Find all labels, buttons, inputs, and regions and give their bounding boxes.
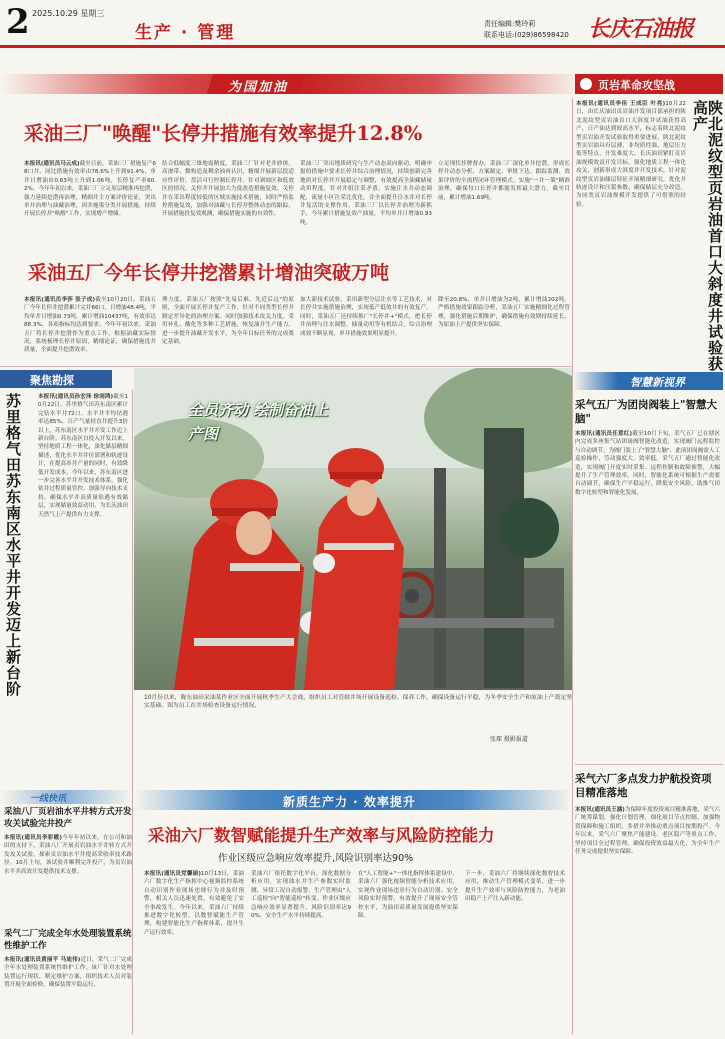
right-col-byline: 本报讯(通讯员李佳 王成臣 叶亮) (576, 101, 666, 107)
photo-caption: 10月份以来，陇东油田采油某作业区全面开展秋季生产大会战，组织员工对管辖井场开展设备巡检、保养工作，确保设备运行平稳，为冬季安全生产和原油上产奠定坚实基础。图为员工在井场检查设备运行情况。 (144, 695, 572, 710)
focus-body: 本报讯(通讯员孙宏泽 徐雨鸿)截至10月22日，苏里格气田苏东南区累计完钻水平井72口，水平井平均钻遇率达85%，日产气量较直井提升3倍以上，苏东南区水平井开发工作迈上新台阶。苏东南区自投入开发以来，坚持地质工程一体化，深化储层精细描述，优化水平井井位部署和轨迹设计，在提高单井产量的同时，有效降低开发成本。今年以来，苏东南区进一步完善水平井开发技术体系，强化钻井过程质量管控，加强导向技术支持，确保水平井高质量钻遇有效储层，实现储量效益动用，为长庆油田天然气上产提供有力支撑。 (38, 394, 128, 518)
photo-caption-title: 全员齐动 绘制奋油上产图 (188, 401, 329, 443)
divider (575, 764, 723, 765)
wisdom-headline-text: 采气五厂为团岗阀装上"智慧大脑" (575, 399, 717, 425)
article1-headline: 采油三厂"唤醒"长停井措施有效率提升12.8% (24, 122, 423, 145)
article1-col4: 立足现状挂牌督办，采油三厂深化单井挖潜，形成长停井动态分析、方案制定、审批下达、跟踪监测、效果评价的全流程闭环管理模式。实施"一井一策"精准治理，确保每口长停井都能发挥最大潜力。截至目前，累计增油1.69吨。 (438, 161, 570, 201)
article2-col2: 理力度。采油五厂按照"先易后难、先近后远"的原则，全面开展长停井复产工作，针对不同类型长停井制定差异化的治理方案。同时加强技术攻关力度，采用补孔、酸化等多种工艺措施，恢复油井生产能力，进一步提升油藏开发水平，为全年目标任务的完成奠定基础。 (162, 297, 294, 346)
gas6-body: 本报讯(通讯员王涵)为保障年度投资项目精准落地，采气六厂统筹谋划，强化计划管理，细化项目节点控制，加强物资保障和施工组织，多措并举推动重点项目按期投产。今年以来，采气六厂聚焦产能建设、老区稳产等重点工作，坚持项目全过程管理，确保投资效益最大化，为全年生产任务完成提供坚实保障。 (575, 807, 720, 856)
editor-phone: 联系电话:(029)86598420 (484, 31, 569, 39)
brief-item2-headline: 采气二厂完成全年水处理装置系统性维护工作 (4, 929, 132, 951)
article1-col3: 采油三厂突出地质研究与生产动态双向驱动，明确申报的措施中要求长停井综合治理情况，持续创新完善地质对长停井开展稳定与调整，有效提高全油藏储量动用程度，针对井组注采矛盾，实施注水井动态调配，流量小区注采比优化，并全面提升注水井对长停井复活的支撑作用。采油三厂以长停井治理为新抓手，今年累计措施复效产油量，平均单井日增油0.93吨。 (300, 161, 432, 226)
gas6-byline: 本报讯(通讯员王涵) (575, 807, 625, 813)
brief-item1-headline: 采油八厂页岩油水平井转方式开发攻关试验完井投产 (4, 807, 132, 829)
divider (132, 390, 133, 1034)
news-photo (134, 368, 572, 690)
divider (0, 366, 572, 367)
right-col-body: 本报讯(通讯员李佳 王成臣 叶亮)10月22日，由长庆油田页岩油开发项目部承担的陕北泥纹型页岩油首口大斜度井试油获得高产，日产油达到较高水平，标志着陕北泥纹型页岩油开发试验取得重要进展。陕北泥纹型页岩油具有层薄、非均质性强、地层压力低等特点，开发难度大。长庆油田紧盯页岩油规模效益开发目标，强化地质工程一体化攻关，创新形成大斜度井开发技术，针对泥纹型页岩油储层特征开展精细研究，优化井轨迹设计和压裂参数，确保储层充分改造，为同类页岩油规模开发提供了可借鉴的经验。 (576, 101, 686, 208)
article2-col1: 本报讯(通讯员李莎 张子成)截至10月20日，采油五厂今年长停井挖潜累计完井66口，日增油48.4吨，平均单井日增油0.73吨，累计增油10437吨，有效率达88.3%，各项指标均达到要求。今年年初以来，采油五厂将长停井挖潜作为重点工作，根据油藏实际情况，系统梳理长停井原因，精细论证，确保措施选井质量，全面提升挖潜效率。 (24, 297, 156, 354)
article3-byline: 本报讯(通讯员党馨丽) (144, 871, 201, 877)
brief-item2-byline: 本报讯(通讯员黄丽平 马迪伟) (4, 957, 81, 963)
article3-headline: 采油六厂数智赋能提升生产效率与风险防控能力 (148, 826, 495, 845)
focus-headline: 苏里格气田苏东南区水平井开发迈上新台阶 (4, 393, 22, 697)
article3-subhead: 作业区级应急响应效率提升,风险识别率达90% (218, 853, 414, 864)
article3-col2: 采油六厂依托数字化平台，深化数据分析应用，实现油水井生产参数实时监测、异常工况自动报警，生产管理由"人工巡检"向"智能巡检"转变。作业区级应急响应效率显著提升，风险识别率达90%，安全生产水平持续提高。 (251, 871, 351, 920)
brief-item1-byline: 本报讯(通讯员李彩霞) (4, 835, 62, 841)
banner-main-label: 为国加油 (228, 80, 289, 95)
right-banner-label: 页岩革命攻坚战 (598, 79, 675, 92)
page-number: 2 (6, 2, 30, 42)
brief-item2-body: 本报讯(通讯员黄丽平 马迪伟)近日，采气二厂完成全年水处理装置系统性维护工作。该厂针对水处理装置运行现状，制定维护方案，组织技术人员对装置开展全面检修，确保装置平稳运行。 (4, 957, 132, 989)
wisdom-headline (575, 398, 721, 426)
brief-item1-body: 本报讯(通讯员李彩霞)今年年初以来，在公司和油田的支持下，采油八厂开展页岩油水平井转方式开发攻关试验，探索页岩油水平井提高采收率技术路径。10月上旬，该试验井顺利完井投产，为页岩油水平井高效开发提供技术支撑。 (4, 835, 132, 875)
article2-col4: 降至20.8%，单井日增油为2吨，累计增油202吨。严格措施效果跟踪分析，采油五厂实施精细化过程管理，强化措施后期维护，确保措施有效期持续延长，为原油上产提供坚实保障。 (438, 297, 570, 329)
photo-credit: 张琛 摄影报道 (490, 736, 528, 743)
gas6-headline: 采气六厂多点发力护航投资项目精准落地 (575, 773, 712, 799)
right-col-headline: 陕北泥纹型页岩油首口大斜度井试验获高产 (691, 100, 724, 372)
nq-banner-label: 新质生产力 · 效率提升 (283, 795, 416, 809)
article3-col3: 在"人工智能+"一体化指挥体系建设中，采油六厂强化视频智能分析技术应用，实现作业现场违章行为自动识别、安全风险实时预警，有效提升了现场安全管控水平，为油田高质量发展提供坚实保障。 (358, 871, 458, 920)
article2-headline: 采油五厂今年长停井挖潜累计增油突破万吨 (28, 262, 390, 284)
article1-byline: 本报讯(通讯员马云成) (24, 161, 80, 167)
paper-logo: 长庆石油报 (588, 16, 694, 42)
article3-col4: 下一步，采油六厂将继续深化数智技术应用，推动生产管理模式变革，进一步提升生产效率与风险防控能力，为老油田稳产上产注入新动能。 (465, 871, 565, 903)
editor-credit: 责任编辑:樊玲莉 (484, 20, 536, 28)
issue-date: 2025.10.29 星期三 (32, 9, 105, 18)
article1-col1: 本报讯(通讯员马云成)截至日前，采油三厂措施复产68口井，同比措施有效率由78.6%上升到91.4%，单井日增油由0.63吨上升到1.06吨，长停复产率60.2%。今年年初以来，采油三厂立足原层精准再挖潜，强力延续挖潜再治理，精细井主方案评价论证，突出单井治理与油藏治理，因井施策分类开展措施，持续开展长停井"唤醒"工作，实现增产增储。 (24, 161, 156, 218)
article3-col1: 本报讯(通讯员党馨丽)10月13日，采油六厂数字化生产指挥中心视频监控系统自动识别作业现场违规行为并及时预警，相关人员迅速处置，有效避免了安全事故发生。今年以来，采油六厂持续推进数字化转型，以数智赋能生产管理，构建智能化生产指挥体系，提升生产运行效率。 (144, 871, 244, 936)
focus-tag: 聚焦勘探 (30, 374, 74, 387)
wisdom-tag: 智慧新视界 (630, 376, 685, 389)
right-banner-icon (580, 78, 592, 90)
section-name: 生产 · 管理 (135, 23, 236, 43)
focus-byline: 本报讯(通讯员孙宏泽 徐雨鸿) (38, 394, 114, 400)
masthead-rule (0, 45, 725, 48)
article2-byline: 本报讯(通讯员李莎 张子成) (24, 297, 96, 303)
divider (572, 98, 573, 1034)
article1-col2: 结合低幅度三维地震精度，采油三厂针对老井砂体，高渗带、微构造及剩余油再认识，精细开展新层段适应性评价，盘活可行控制长停井。针对剥蚀区和低效区的情况，关停井开展加大力度改造措施复效。关停井在采出程度较低的区域实施技术措施，同时严格监控措施复效，加强对油藏与长停井整体动态的跟踪，开展措施投复效观测，确保措施实施的有效性。 (162, 161, 294, 218)
wisdom-body: 本报讯(通讯员任意红)截至10月下旬，采气五厂已在辖区内完成多座集气站团岗阀智能化改造，实现阀门远程监控与自动调节，为阀门装上了"智慧大脑"。此前团岗阀需人工巡检操作，劳动强度大、效率低。采气五厂通过智能化改造，实现阀门开度实时采集、远程控制和故障预警，大幅提升了生产管理效率。同时，智能化系统可根据生产需要自动调节，确保生产平稳运行，降低安全风险，助推气田数字化转型和智能化发展。 (575, 431, 720, 496)
article2-col3: 加大新技术试验，采用新型分层注水等工艺技术，对长停井实施措施治理，实现低产低效井的有效复产。同时，采油五厂还持续推广"长停井+"模式，把长停井治理与注水调整、储量动用等有机结合，综合治理成效不断显现，单井措施效果明显提升。 (300, 297, 432, 337)
wisdom-byline: 本报讯(通讯员任意红) (575, 431, 633, 437)
masthead (0, 0, 725, 52)
brief-tag: 一线快讯 (30, 794, 67, 804)
